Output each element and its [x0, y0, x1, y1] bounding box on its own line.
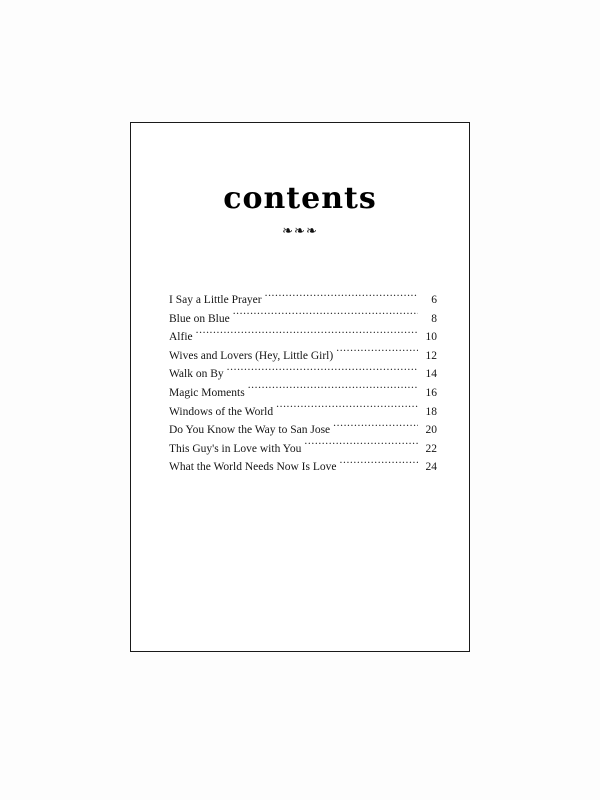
toc-entry-page: 8	[431, 312, 437, 325]
dot-leader	[196, 329, 418, 341]
toc-entry-title: Do You Know the Way to San Jose	[169, 424, 331, 437]
dot-leader	[304, 440, 418, 452]
toc-entry-title: Blue on Blue	[169, 312, 230, 325]
toc-entry-page: 20	[425, 424, 437, 437]
dot-leader	[233, 310, 418, 322]
list-item[interactable]	[169, 421, 439, 440]
floral-ornament-icon: ❧❧❧	[282, 224, 318, 239]
toc-entry-page: 18	[425, 405, 437, 418]
toc-entry-title: This Guy's in Love with You	[169, 442, 302, 455]
table-of-contents	[169, 291, 439, 477]
toc-entry-page: 14	[425, 368, 437, 381]
list-item[interactable]	[169, 291, 439, 310]
dot-leader	[227, 366, 418, 378]
toc-entry-page: 12	[425, 349, 437, 362]
toc-entry-page: 10	[425, 331, 437, 344]
toc-entry-title: What the World Needs Now Is Love	[169, 461, 337, 474]
list-item[interactable]	[169, 328, 439, 347]
toc-entry-page: 16	[425, 386, 437, 399]
list-item[interactable]	[169, 365, 439, 384]
list-item[interactable]	[169, 347, 439, 366]
list-item[interactable]	[169, 384, 439, 403]
toc-entry-page: 22	[425, 442, 437, 455]
page-title: contents	[223, 181, 377, 216]
toc-entry-title: Wives and Lovers (Hey, Little Girl)	[169, 349, 334, 362]
toc-entry-title: Alfie	[169, 331, 193, 344]
dot-leader	[336, 347, 418, 359]
list-item[interactable]	[169, 310, 439, 329]
toc-entry-title: Walk on By	[169, 368, 224, 381]
dot-leader	[340, 459, 419, 471]
dot-leader	[333, 422, 418, 434]
toc-entry-title: I Say a Little Prayer	[169, 294, 262, 306]
toc-entry-title: Windows of the World	[169, 405, 274, 418]
toc-entry-page: 6	[431, 294, 437, 306]
list-item[interactable]	[169, 403, 439, 422]
book-page	[130, 122, 470, 652]
dot-leader	[248, 384, 418, 396]
list-item[interactable]	[169, 458, 439, 477]
dot-leader	[276, 403, 418, 415]
toc-entry-title: Magic Moments	[169, 386, 245, 399]
dot-leader	[265, 292, 418, 304]
list-item[interactable]	[169, 440, 439, 459]
toc-entry-page: 24	[425, 461, 437, 474]
